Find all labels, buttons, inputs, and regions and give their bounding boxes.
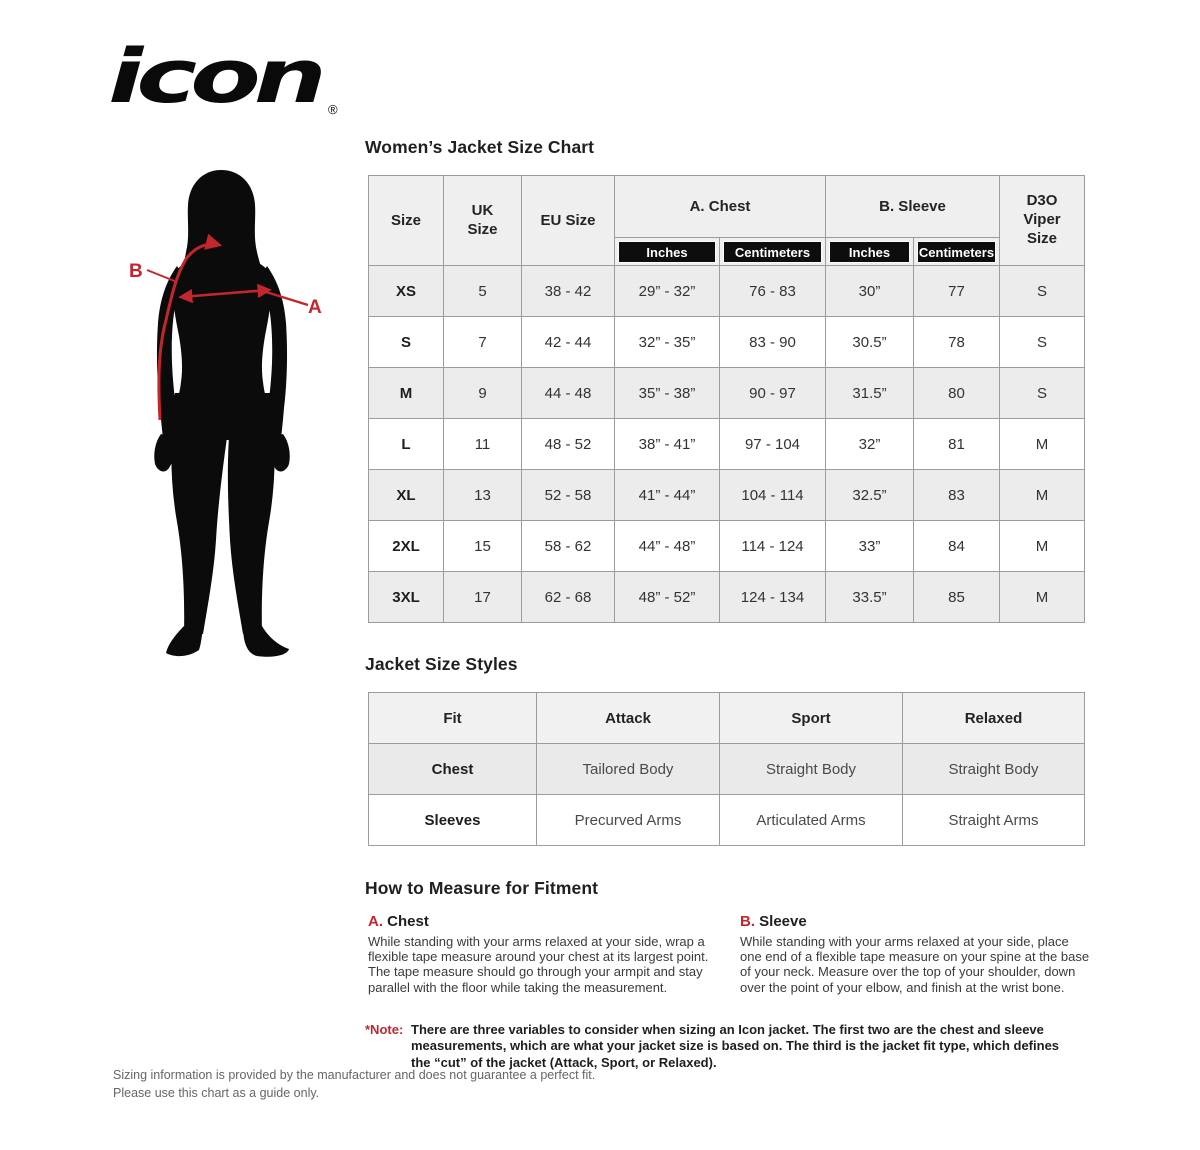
chest-cm-cell: 83 - 90 (720, 317, 826, 368)
female-silhouette-figure (105, 158, 345, 703)
eu-cell: 62 - 68 (522, 572, 615, 623)
subheader-chest-centimeters: Centimeters (720, 238, 826, 266)
d3o-cell: S (1000, 368, 1085, 419)
measurement-label-a: A (308, 297, 322, 318)
subheader-chest-inches: Inches (615, 238, 720, 266)
d3o-cell: M (1000, 521, 1085, 572)
size-cell: L (369, 419, 444, 470)
disclaimer-line-1: Sizing information is provided by the manufacturer and does not guarantee a perfect fit. (113, 1068, 596, 1082)
style-header-attack: Attack (537, 693, 720, 744)
sleeve-cm-cell: 84 (914, 521, 1000, 572)
size-cell: 2XL (369, 521, 444, 572)
style-value-cell: Straight Arms (903, 795, 1085, 846)
measurement-figure (105, 158, 345, 703)
measure-sleeve-text: While standing with your arms relaxed at your side, place one end of a flexible tape measure on your spine at the base of your neck. Measure over the top of your shoulder, down over the point of your elbow, and finish at the wrist bone. (740, 934, 1090, 995)
style-chart-title: Jacket Size Styles (365, 654, 518, 674)
d3o-cell: M (1000, 419, 1085, 470)
eu-cell: 44 - 48 (522, 368, 615, 419)
size-row-xl (369, 470, 1085, 521)
sleeve-cm-cell: 78 (914, 317, 1000, 368)
style-value-cell: Tailored Body (537, 744, 720, 795)
style-row-chest (369, 744, 1085, 795)
header-d3o-viper-size: D3O Viper Size (1000, 176, 1085, 266)
header-eu-size: EU Size (522, 176, 615, 266)
sleeve-cm-cell: 77 (914, 266, 1000, 317)
chest-cm-cell: 97 - 104 (720, 419, 826, 470)
measure-title: How to Measure for Fitment (365, 878, 599, 898)
uk-cell: 15 (444, 521, 522, 572)
measure-chest-section (368, 913, 724, 995)
style-value-cell: Straight Body (720, 744, 903, 795)
logo-text: icon (108, 40, 322, 120)
measurement-label-b: B (129, 261, 143, 282)
measure-sleeve-section (740, 913, 1090, 995)
registered-mark: ® (328, 102, 338, 117)
uk-cell: 13 (444, 470, 522, 521)
jacket-style-table (368, 692, 1085, 846)
sleeve-cm-cell: 85 (914, 572, 1000, 623)
chest-inches-cell: 32” - 35” (615, 317, 720, 368)
uk-cell: 11 (444, 419, 522, 470)
chest-cm-cell: 90 - 97 (720, 368, 826, 419)
chest-cm-cell: 124 - 134 (720, 572, 826, 623)
disclaimer-footer (113, 1066, 595, 1102)
style-row-label: Sleeves (369, 795, 537, 846)
style-value-cell: Articulated Arms (720, 795, 903, 846)
measure-sleeve-label: Sleeve (759, 913, 807, 930)
size-row-xs (369, 266, 1085, 317)
note-text: There are three variables to consider when sizing an Icon jacket. The first two are the chest and sleeve measurements, which are what your jacket size is based on. The third is the jacket fit type, which defines the “cut” of the jacket (Attack, Sport, or Relaxed). (411, 1022, 1060, 1070)
style-header-row (369, 693, 1085, 744)
chest-inches-cell: 35” - 38” (615, 368, 720, 419)
measure-chest-text: While standing with your arms relaxed at your side, wrap a flexible tape measure around your chest at its largest point. The tape measure should go through your armpit and stay parallel with the floor while taking the measurement. (368, 934, 709, 995)
icon-brand-logo (106, 40, 346, 120)
sleeve-inches-cell: 33.5” (826, 572, 914, 623)
size-row-s (369, 317, 1085, 368)
size-chart-title: Women’s Jacket Size Chart (365, 137, 595, 157)
sleeve-inches-cell: 31.5” (826, 368, 914, 419)
header-size: Size (369, 176, 444, 266)
eu-cell: 52 - 58 (522, 470, 615, 521)
sizing-note (365, 1022, 1077, 1071)
size-cell: XL (369, 470, 444, 521)
d3o-cell: S (1000, 266, 1085, 317)
silhouette-body (154, 170, 290, 657)
header-chest: A. Chest (615, 176, 826, 238)
chest-inches-cell: 48” - 52” (615, 572, 720, 623)
size-cell: XS (369, 266, 444, 317)
sleeve-inches-cell: 32” (826, 419, 914, 470)
sleeve-inches-cell: 30.5” (826, 317, 914, 368)
chest-inches-cell: 29” - 32” (615, 266, 720, 317)
style-value-cell: Straight Body (903, 744, 1085, 795)
size-cell: M (369, 368, 444, 419)
size-row-3xl (369, 572, 1085, 623)
size-row-l (369, 419, 1085, 470)
uk-cell: 17 (444, 572, 522, 623)
eu-cell: 58 - 62 (522, 521, 615, 572)
style-value-cell: Precurved Arms (537, 795, 720, 846)
measure-chest-label: Chest (387, 913, 429, 930)
note-prefix: *Note: (365, 1022, 404, 1037)
disclaimer-line-2: Please use this chart as a guide only. (113, 1086, 320, 1101)
chest-cm-cell: 104 - 114 (720, 470, 826, 521)
eu-cell: 48 - 52 (522, 419, 615, 470)
sleeve-cm-cell: 80 (914, 368, 1000, 419)
measure-sleeve-heading (740, 913, 1090, 930)
subheader-sleeve-inches: Inches (826, 238, 914, 266)
size-cell: S (369, 317, 444, 368)
size-row-2xl (369, 521, 1085, 572)
style-row-sleeves (369, 795, 1085, 846)
icon-logo-graphic (106, 40, 346, 120)
sleeve-cm-cell: 83 (914, 470, 1000, 521)
d3o-cell: S (1000, 317, 1085, 368)
chest-inches-cell: 44” - 48” (615, 521, 720, 572)
measure-chest-letter: A. (368, 913, 383, 930)
size-chart-table (368, 175, 1085, 623)
d3o-cell: M (1000, 572, 1085, 623)
sleeve-cm-cell: 81 (914, 419, 1000, 470)
eu-cell: 38 - 42 (522, 266, 615, 317)
uk-cell: 5 (444, 266, 522, 317)
size-row-m (369, 368, 1085, 419)
d3o-cell: M (1000, 470, 1085, 521)
sleeve-inches-cell: 33” (826, 521, 914, 572)
eu-cell: 42 - 44 (522, 317, 615, 368)
style-row-label: Chest (369, 744, 537, 795)
uk-cell: 7 (444, 317, 522, 368)
style-header-relaxed: Relaxed (903, 693, 1085, 744)
chest-inches-cell: 38” - 41” (615, 419, 720, 470)
measure-chest-heading (368, 913, 724, 930)
sleeve-inches-cell: 32.5” (826, 470, 914, 521)
header-uk-size: UK Size (444, 176, 522, 266)
subheader-sleeve-centimeters: Centimeters (914, 238, 1000, 266)
size-cell: 3XL (369, 572, 444, 623)
chest-cm-cell: 76 - 83 (720, 266, 826, 317)
measure-sleeve-letter: B. (740, 913, 755, 930)
header-sleeve: B. Sleeve (826, 176, 1000, 238)
chest-inches-cell: 41” - 44” (615, 470, 720, 521)
style-header-sport: Sport (720, 693, 903, 744)
style-header-fit: Fit (369, 693, 537, 744)
chest-cm-cell: 114 - 124 (720, 521, 826, 572)
sleeve-inches-cell: 30” (826, 266, 914, 317)
uk-cell: 9 (444, 368, 522, 419)
